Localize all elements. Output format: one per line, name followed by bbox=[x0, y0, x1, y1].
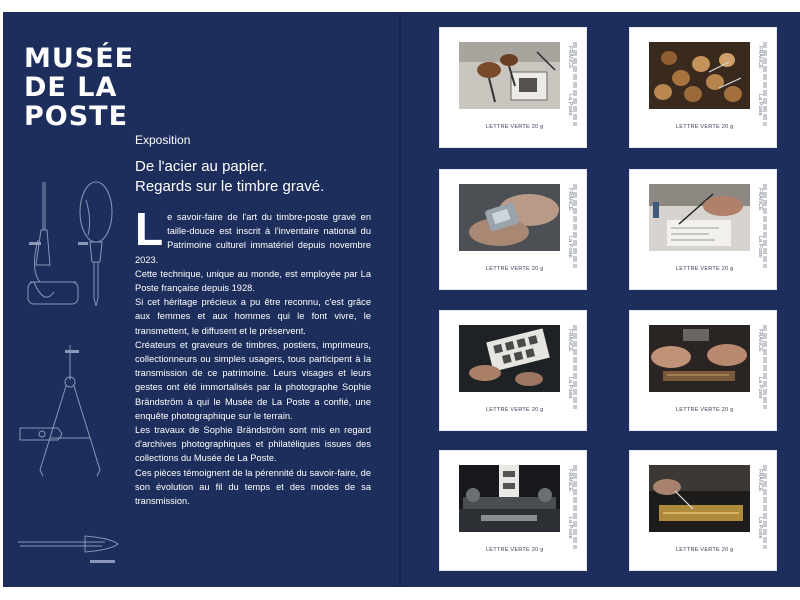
stamp-operator: La Poste bbox=[567, 377, 573, 399]
stamp-country: FRANCE bbox=[757, 469, 763, 492]
phosphor-band bbox=[573, 465, 577, 549]
stamp-1 bbox=[440, 28, 586, 147]
stamp-photo-drawing-hand bbox=[649, 184, 750, 251]
logo-line-1: MUSÉE bbox=[24, 43, 135, 74]
stamp-country: FRANCE bbox=[567, 188, 573, 211]
phosphor-band bbox=[573, 42, 577, 126]
musee-de-la-poste-logo bbox=[24, 44, 134, 131]
drop-cap: L bbox=[135, 203, 164, 255]
stamp-4 bbox=[630, 170, 776, 289]
stamp-country: FRANCE bbox=[757, 329, 763, 352]
stamp-operator: La Poste bbox=[757, 377, 763, 399]
stamp-tariff: LETTRE VERTE 20 g bbox=[486, 266, 544, 272]
stamp-country: FRANCE bbox=[757, 188, 763, 211]
stamp-tariff: LETTRE VERTE 20 g bbox=[486, 547, 544, 553]
phosphor-band bbox=[763, 42, 767, 126]
stamp-3 bbox=[440, 170, 586, 289]
stamp-photo-printing-press bbox=[459, 465, 560, 532]
logo-line-2: DE LA bbox=[24, 72, 118, 103]
stamp-operator: La Poste bbox=[757, 236, 763, 258]
stamp-tariff: LETTRE VERTE 20 g bbox=[676, 266, 734, 272]
phosphor-band bbox=[573, 325, 577, 409]
phosphor-band bbox=[573, 184, 577, 268]
stamp-7 bbox=[440, 451, 586, 570]
stamp-tariff: LETTRE VERTE 20 g bbox=[486, 124, 544, 130]
stamp-operator: La Poste bbox=[567, 517, 573, 539]
paragraph-5: Les travaux de Sophie Brändström sont mis en regard d'archives photographiques et philatéliques issues des collections du Musée de La Poste. bbox=[135, 425, 371, 464]
stamp-country: FRANCE bbox=[567, 329, 573, 352]
exhibition-description bbox=[135, 203, 371, 508]
phosphor-band bbox=[763, 465, 767, 549]
stamp-5 bbox=[440, 311, 586, 430]
stamp-country: FRANCE bbox=[757, 46, 763, 69]
title-line-1: De l'acier au papier. bbox=[135, 158, 268, 175]
stamp-operator: La Poste bbox=[567, 94, 573, 116]
stamp-6 bbox=[630, 311, 776, 430]
phosphor-band bbox=[763, 184, 767, 268]
stamp-photo-engraver-hands bbox=[649, 325, 750, 392]
paragraph-3: Si cet héritage précieux a pu être reconnu, c'est grâce aux femmes et aux hommes qui le font vivre, le transmettent, le diffusent et le préservent. bbox=[135, 297, 371, 336]
stamp-operator: La Poste bbox=[567, 236, 573, 258]
stamp-tariff: LETTRE VERTE 20 g bbox=[676, 547, 734, 553]
exhibition-label: Exposition bbox=[135, 133, 191, 147]
stamp-photo-burin-handles bbox=[649, 42, 750, 109]
stamp-operator: La Poste bbox=[757, 94, 763, 116]
paragraph-2: Cette technique, unique au monde, est employée par La Poste française depuis 1928. bbox=[135, 268, 371, 294]
fold-crease bbox=[399, 12, 401, 587]
stamp-country: FRANCE bbox=[567, 46, 573, 69]
paragraph-4: Créateurs et graveurs de timbres, postiers, imprimeurs, collectionneurs ou simples usagers, tous participent à la transmission de ce patrimoine. Leurs visages et leurs gestes ont été immortalisés par la photographe Sophie Brändström à qui le Musée de La Poste a confié, une enquête photographique sur le terrain. bbox=[135, 339, 371, 421]
stamp-8 bbox=[630, 451, 776, 570]
stamp-photo-engraving-tools bbox=[459, 42, 560, 109]
stamp-tariff: LETTRE VERTE 20 g bbox=[676, 407, 734, 413]
engraving-tools-illustration bbox=[10, 170, 130, 570]
logo-line-3: POSTE bbox=[24, 101, 129, 132]
stamp-photo-inking-plate bbox=[649, 465, 750, 532]
exhibition-title bbox=[135, 157, 324, 197]
paragraph-1-text: e savoir-faire de l'art du timbre-poste gravé en taille-douce est inscrit à l'inventaire national du Patrimoine culturel immatériel depuis novembre 2023. bbox=[135, 212, 371, 265]
paragraph-1 bbox=[135, 203, 371, 267]
title-line-2: Regards sur le timbre gravé. bbox=[135, 178, 325, 195]
stamp-operator: La Poste bbox=[757, 517, 763, 539]
stamp-2 bbox=[630, 28, 776, 147]
paragraph-6: Ces pièces témoignent de la pérennité du savoir-faire, de son évolution au fil du temps et des modes de sa transmission. bbox=[135, 467, 371, 507]
stamp-tariff: LETTRE VERTE 20 g bbox=[676, 124, 734, 130]
stamp-photo-printing-roll bbox=[459, 325, 560, 392]
stamp-tariff: LETTRE VERTE 20 g bbox=[486, 407, 544, 413]
phosphor-band bbox=[763, 325, 767, 409]
stamp-country: FRANCE bbox=[567, 469, 573, 492]
stamp-photo-engraving-plate bbox=[459, 184, 560, 251]
